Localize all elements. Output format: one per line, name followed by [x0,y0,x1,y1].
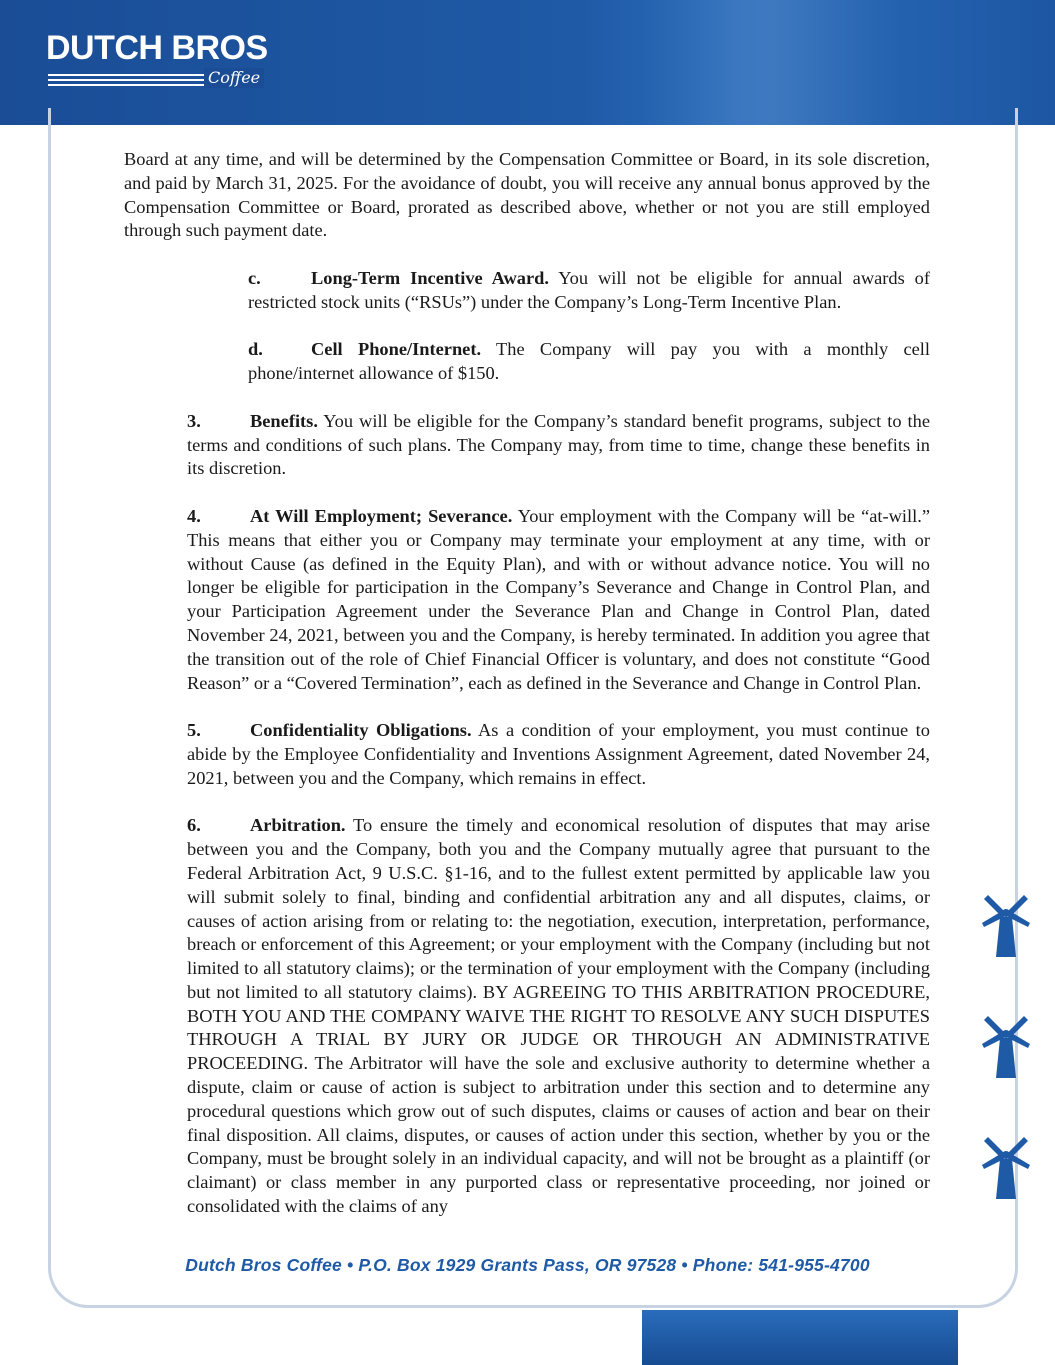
section-title: Cell Phone/Internet. [311,339,482,360]
section-number: 3. [187,410,201,431]
windmill-icon [980,1135,1032,1201]
letter-body [124,148,930,1243]
section-6 [124,814,930,1219]
section-text: To ensure the timely and economical resolution of disputes that may arise between you and the Company, both you and the Company mutually agree that pursuant to the Federal Arbitration Act, 9 U.S.C. §1-16, and to the fullest extent permitted by applicable law you will submit solely to final, binding and confidential arbitration any and all disputes, claims, or causes of action arising from or relating to: the negotiation, execution, interpretation, performance, breach or enforcement of this Agreement; or your employment with the Company (including but not limited to all statutory claims); or the termination of your employment with the Company (including but not limited to all statutory claims). BY AGREEING TO THIS ARBITRATION PROCEDURE, BOTH YOU AND THE COMPANY WAIVE THE RIGHT TO RESOLVE ANY SUCH DISPUTES THROUGH A TRIAL BY JURY OR JUDGE OR THROUGH AN ADMINISTRATIVE PROCEEDING. The Arbitrator will have the sole and exclusive authority to determine whether a dispute, claim or cause of action is subject to arbitration under this section and to determine any procedural questions which grow out of such disputes, claims or causes of action and bear on their final disposition. All claims, disputes, or causes of action under this section, whether by you or the Company, must be brought solely in an individual capacity, and will not be brought as a plaintiff (or claimant) or class member in any purported class or representative proceeding, nor joined or consolidated with the claims of any [187,815,930,1217]
section-number: d. [248,339,263,360]
windmill-icon [980,1014,1032,1080]
section-number: c. [248,267,261,288]
section-title: Benefits. [250,410,318,431]
dutch-bros-logo [46,28,268,94]
section-title: At Will Employment; Severance. [250,505,513,526]
banner-highlight [640,0,900,125]
section-number: 6. [187,815,201,836]
letterhead-banner [0,0,1055,125]
section-title: Long-Term Incentive Award. [311,267,549,288]
section-text: The Company will pay you with a monthly cell phone/internet allowance of $150. [248,339,930,384]
section-text: You will be eligible for the Company’s standard benefit programs, subject to the terms and conditions of such plans. The Company may, from time to time, change these benefits in its discretion. [187,410,930,479]
section-title: Confidentiality Obligations. [250,720,472,741]
section-text: Your employment with the Company will be “at-will.” This means that either you or Company may terminate your employment at any time, with or without Cause (as defined in the Equity Plan), and with or without advance notice. You will no longer be eligible for participation in the Company’s Severance and Change in Control Plan, and your Participation Agreement under the Severance Plan and Change in Control Plan, dated November 24, 2021, between you and the Company, is hereby terminated. In addition you agree that the transition out of the role of Chief Financial Officer is voluntary, and does not constitute “Good Reason” or a “Covered Termination”, each as defined in the Severance and Change in Control Plan. [187,505,930,693]
windmill-icon [980,893,1032,959]
section-number: 5. [187,720,201,741]
section-text: You will not be eligible for annual awards of restricted stock units (“RSUs”) under the Company’s Long-Term Incentive Plan. [248,267,931,312]
section-text: As a condition of your employment, you must continue to abide by the Employee Confidentiality and Inventions Assignment Agreement, dated November 24, 2021, between you and the Company, which remains in effect. [187,720,930,788]
section-3 [124,410,930,481]
section-title: Arbitration. [250,815,346,836]
section-5 [124,719,930,790]
bottom-accent-band [642,1310,958,1365]
paragraph-intro: Board at any time, and will be determined by the Compensation Committee or Board, in its sole discretion, and paid by March 31, 2025. For the avoidance of doubt, you will receive any annual bonus approved by the Compensation Committee or Board, prorated as described above, whether or not you are still employed through such payment date. [124,149,930,241]
section-4 [124,505,930,695]
logo-script: Coffee [204,68,264,88]
section-number: 4. [187,505,201,526]
section-c [124,267,930,315]
logo-wordmark: DUTCH BROS [46,29,268,67]
section-d [124,338,930,386]
footer-contact: Dutch Bros Coffee • P.O. Box 1929 Grants Pass, OR 97528 • Phone: 541-955-4700 [185,1255,870,1275]
